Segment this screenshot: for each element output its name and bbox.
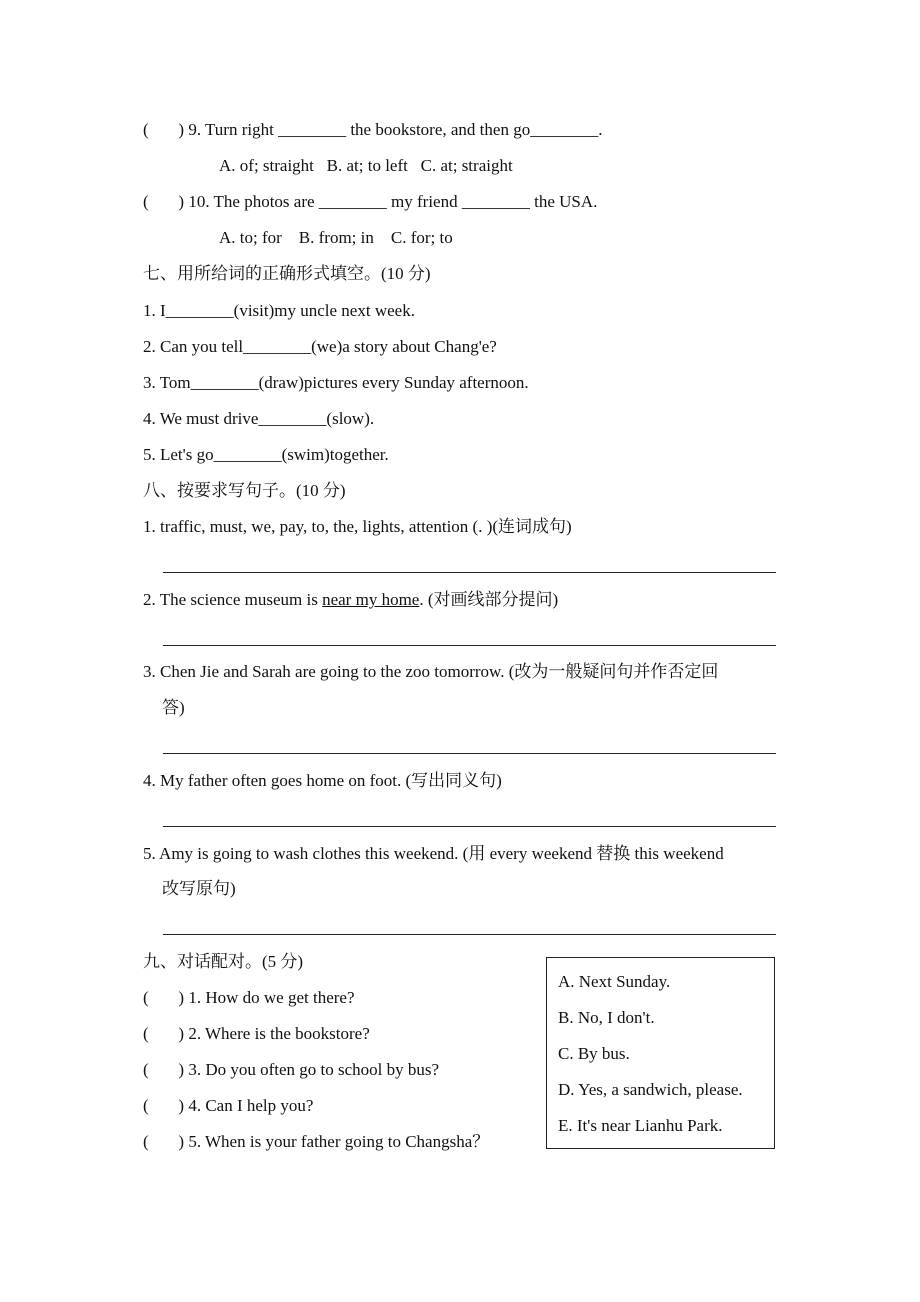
part8-question-5-line2: 改写原句) — [162, 879, 236, 898]
answer-line-4[interactable] — [163, 826, 776, 827]
q2-text-start: 2. The science museum is — [143, 590, 323, 609]
part8-question-4: 4. My father often goes home on foot. (写出同义句) — [143, 771, 502, 790]
option-a: A. Next Sunday. — [558, 972, 671, 991]
part7-item-2: 2. Can you tell________(we)a story about Chang'e? — [143, 337, 497, 356]
part8-question-3-line1: 3. Chen Jie and Sarah are going to the zoo tomorrow. (改为一般疑问句并作否定回 — [143, 662, 719, 681]
part9-item-1: ( ) 1. How do we get there? — [143, 988, 355, 1007]
part9-item-2: ( ) 2. Where is the bookstore? — [143, 1024, 370, 1043]
part7-item-5: 5. Let's go________(swim)together. — [143, 445, 389, 464]
option-c: C. By bus. — [558, 1044, 630, 1063]
option-d: D. Yes, a sandwich, please. — [558, 1080, 743, 1099]
answer-line-5[interactable] — [163, 934, 776, 935]
part7-item-3: 3. Tom________(draw)pictures every Sunday afternoon. — [143, 373, 529, 392]
question-9: ( ) 9. Turn right ________ the bookstore, and then go________. — [143, 120, 603, 139]
answer-options-box — [546, 957, 775, 1149]
part8-heading: 八、按要求写句子。(10 分) — [143, 481, 346, 500]
part7-item-1: 1. I________(visit)my uncle next week. — [143, 301, 415, 320]
q2-text-end: . (对画线部分提问) — [419, 590, 559, 609]
part9-item-3: ( ) 3. Do you often go to school by bus? — [143, 1060, 440, 1079]
part9-heading: 九、对话配对。(5 分) — [143, 952, 304, 971]
part7-heading: 七、用所给词的正确形式填空。(10 分) — [143, 264, 431, 283]
part9-item-5: ( ) 5. When is your father going to Changsha？ — [143, 1132, 490, 1151]
option-e: E. It's near Lianhu Park. — [558, 1116, 723, 1135]
option-b: B. No, I don't. — [558, 1008, 655, 1027]
question-10: ( ) 10. The photos are ________ my friend ________ the USA. — [143, 192, 598, 211]
part7-item-4: 4. We must drive________(slow). — [143, 409, 375, 428]
part8-question-1: 1. traffic, must, we, pay, to, the, lights, attention (. )(连词成句) — [143, 517, 572, 536]
question-10-options: A. to; for B. from; in C. for; to — [219, 228, 453, 247]
q2-underlined-phrase: near my home — [322, 590, 420, 609]
question-9-options: A. of; straight B. at; to left C. at; straight — [219, 156, 513, 175]
answer-line-3[interactable] — [163, 753, 776, 754]
answer-line-2[interactable] — [163, 645, 776, 646]
part8-question-3-line2: 答) — [162, 698, 185, 717]
part8-question-2 — [143, 588, 558, 612]
answer-line-1[interactable] — [163, 572, 776, 573]
part8-question-5-line1: 5. Amy is going to wash clothes this weekend. (用 every weekend 替换 this weekend — [143, 844, 724, 863]
part9-item-4: ( ) 4. Can I help you? — [143, 1096, 314, 1115]
